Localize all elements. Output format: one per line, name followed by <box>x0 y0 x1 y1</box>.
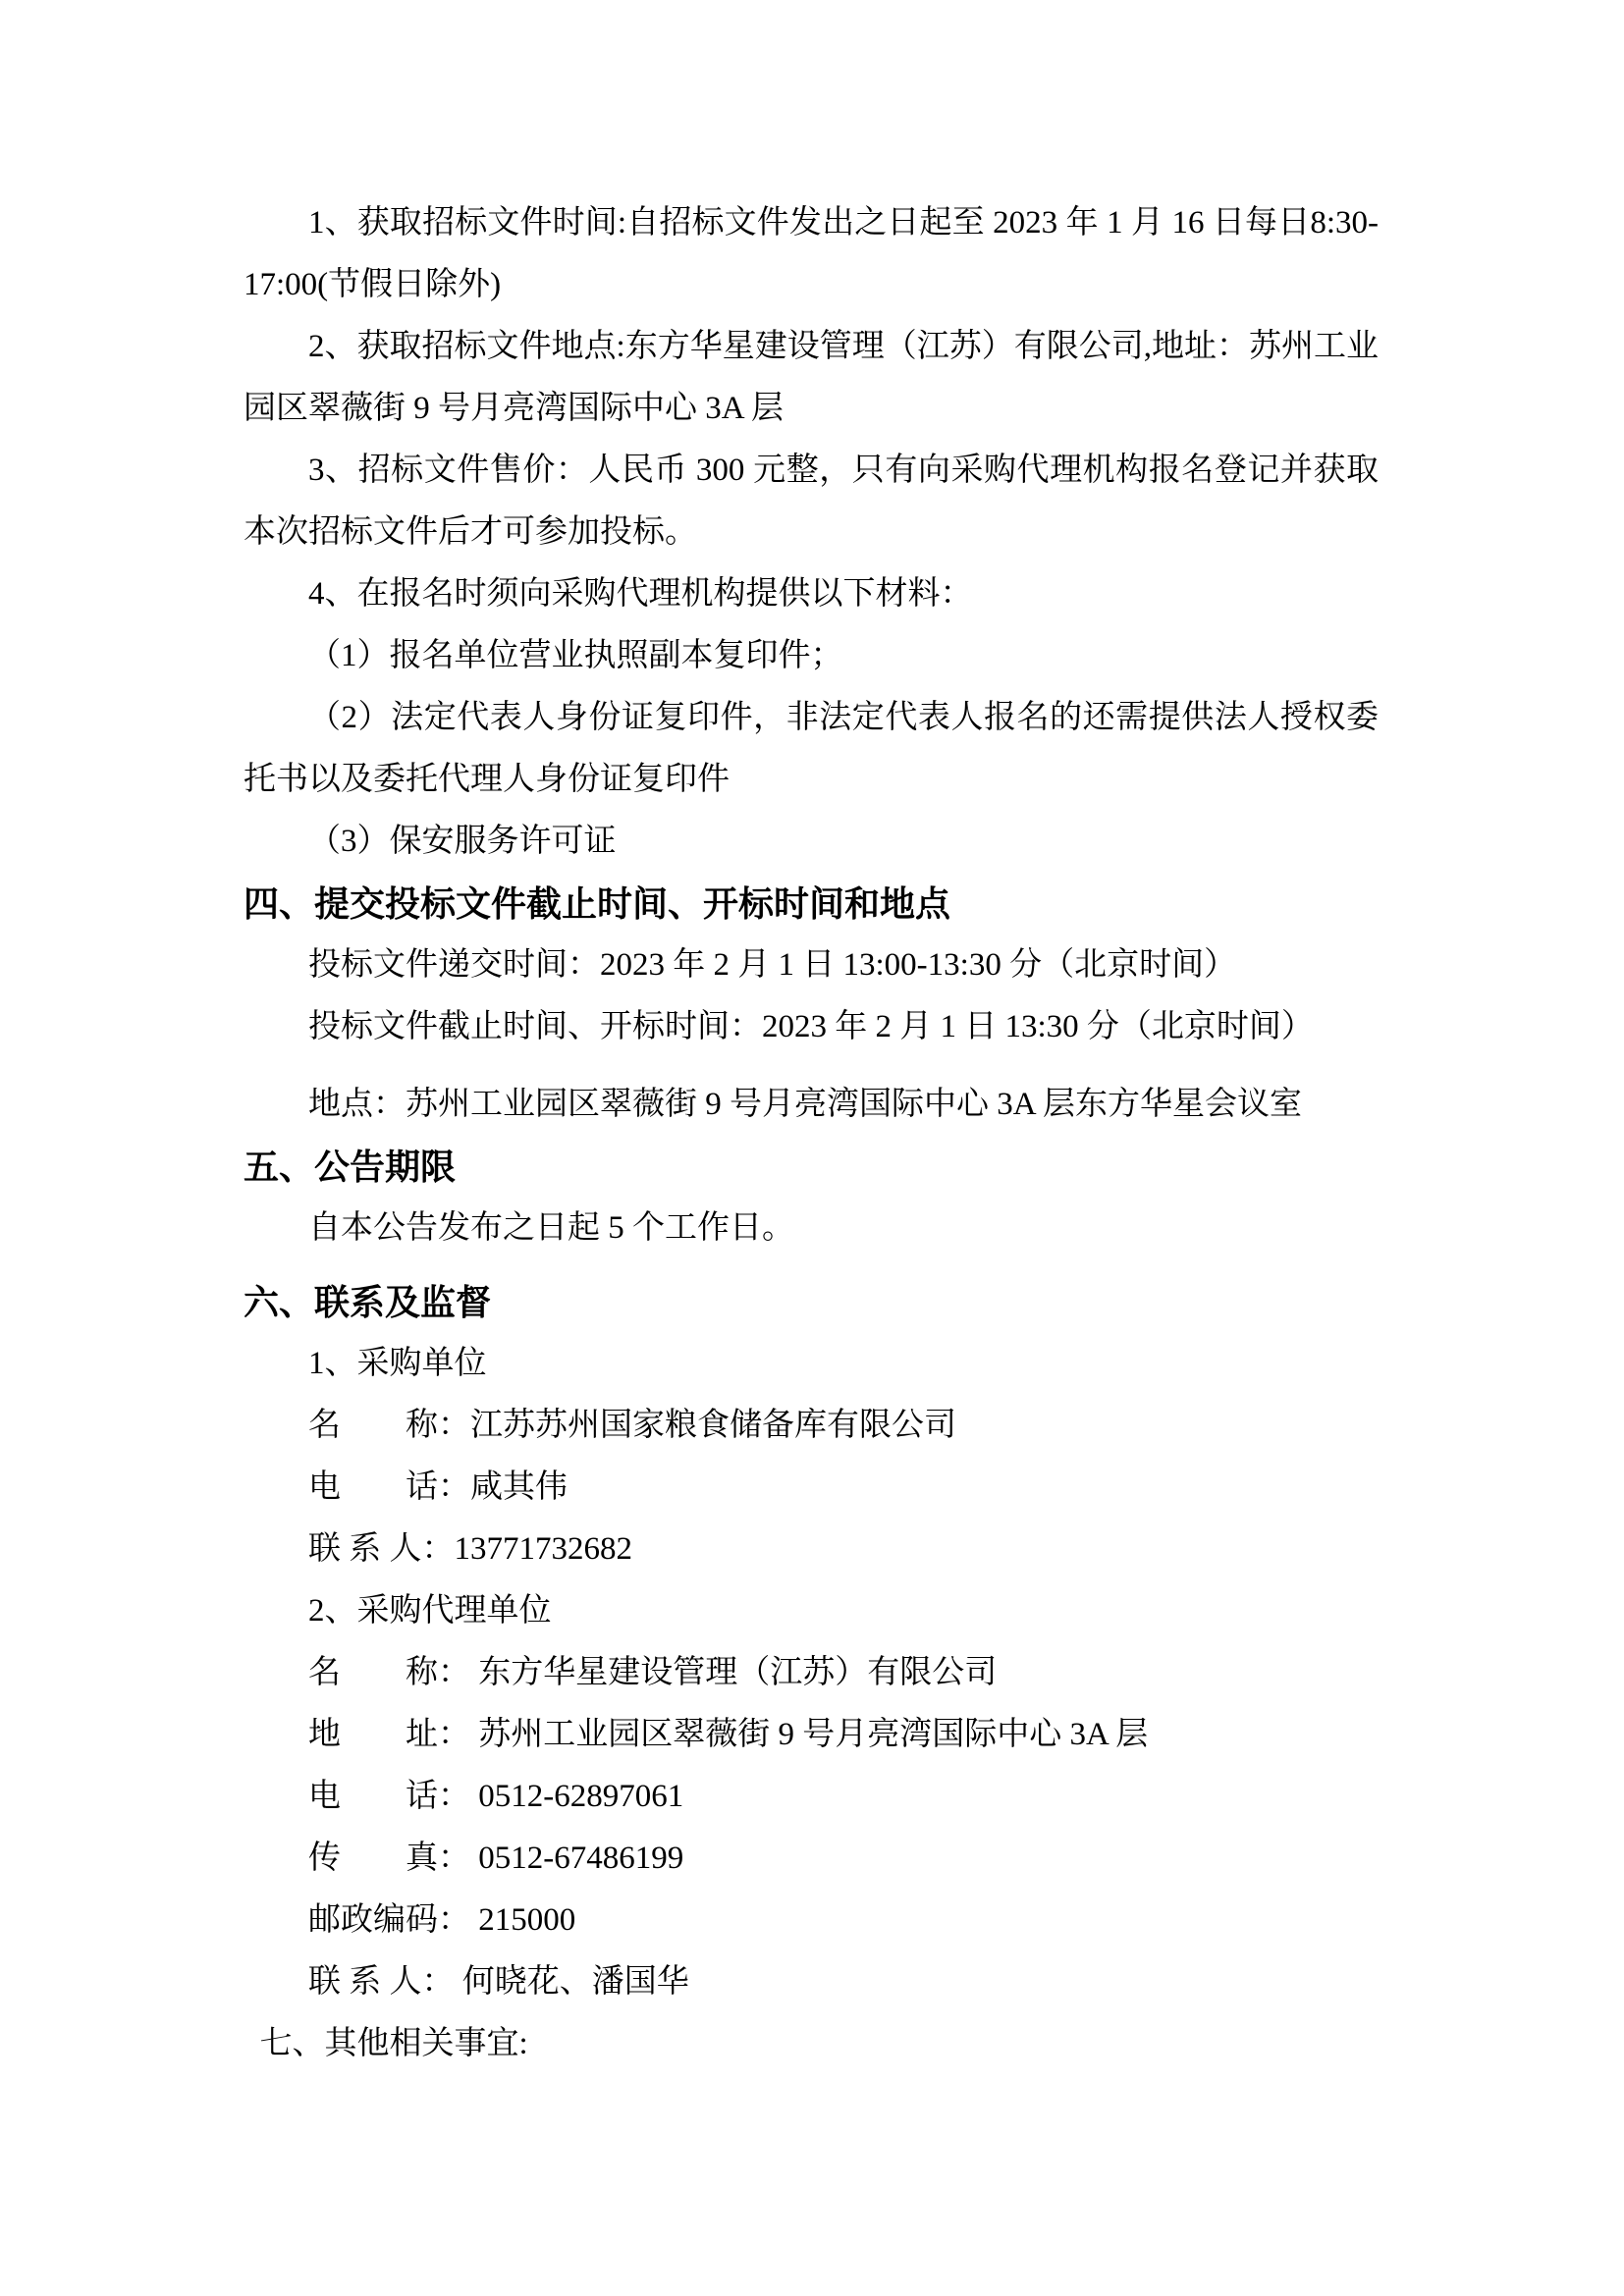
paragraph-deadline-open-time: 投标文件截止时间、开标时间：2023 年 2 月 1 日 13:30 分（北京时间） <box>308 1009 1314 1044</box>
heading-section-6: 六、联系及监督 <box>244 1282 492 1322</box>
list-item-security-permit: （3）保安服务许可证 <box>308 824 617 859</box>
agency-fax-line: 传 真： 0512-67486199 <box>308 1841 684 1876</box>
paragraph-materials-intro: 4、在报名时须向采购代理机构提供以下材料： <box>308 576 973 612</box>
purchaser-name-line: 名 称：江苏苏州国家粮食储备库有限公司 <box>308 1408 956 1443</box>
purchaser-contact-line: 联 系 人：13771732682 <box>308 1531 632 1567</box>
paragraph-purchaser-label: 1、采购单位 <box>308 1346 487 1381</box>
agency-phone-line: 电 话： 0512-62897061 <box>308 1779 684 1814</box>
paragraph-submission-time: 投标文件递交时间：2023 年 2 月 1 日 13:00-13:30 分（北京时间） <box>308 947 1237 983</box>
agency-contact-line: 联 系 人： 何晓花、潘国华 <box>308 1964 689 2000</box>
agency-address-line: 地 址： 苏州工业园区翠薇街 9 号月亮湾国际中心 3A 层 <box>308 1717 1149 1752</box>
purchaser-phone-line: 电 话：咸其伟 <box>308 1469 568 1505</box>
agency-name-line: 名 称： 东方华星建设管理（江苏）有限公司 <box>308 1655 998 1690</box>
list-item-business-license: （1）报名单位营业执照副本复印件； <box>308 638 843 673</box>
paragraph-open-location: 地点：苏州工业园区翠薇街 9 号月亮湾国际中心 3A 层东方华星会议室 <box>308 1087 1303 1122</box>
paragraph-obtain-time: 1、获取招标文件时间:自招标文件发出之日起至 2023 年 1 月 16 日每日8:30-17:00(节假日除外) <box>244 205 1379 302</box>
paragraph-announcement-period: 自本公告发布之日起 5 个工作日。 <box>308 1210 794 1246</box>
heading-section-4: 四、提交投标文件截止时间、开标时间和地点 <box>244 883 951 924</box>
paragraph-agency-label: 2、采购代理单位 <box>308 1593 552 1629</box>
paragraph-document-price: 3、招标文件售价：人民币 300 元整，只有向采购代理机构报名登记并获取本次招标文件后才可参加投标。 <box>244 453 1379 550</box>
heading-section-5: 五、公告期限 <box>244 1147 457 1187</box>
agency-postcode-line: 邮政编码： 215000 <box>308 1902 576 1938</box>
heading-section-7: 七、其他相关事宜: <box>259 2026 528 2061</box>
list-item-id-copies: （2）法定代表人身份证复印件，非法定代表人报名的还需提供法人授权委托书以及委托代理人身份证复印件 <box>244 700 1379 797</box>
paragraph-obtain-location: 2、获取招标文件地点:东方华星建设管理（江苏）有限公司,地址：苏州工业园区翠薇街 9 号月亮湾国际中心 3A 层 <box>244 329 1379 426</box>
